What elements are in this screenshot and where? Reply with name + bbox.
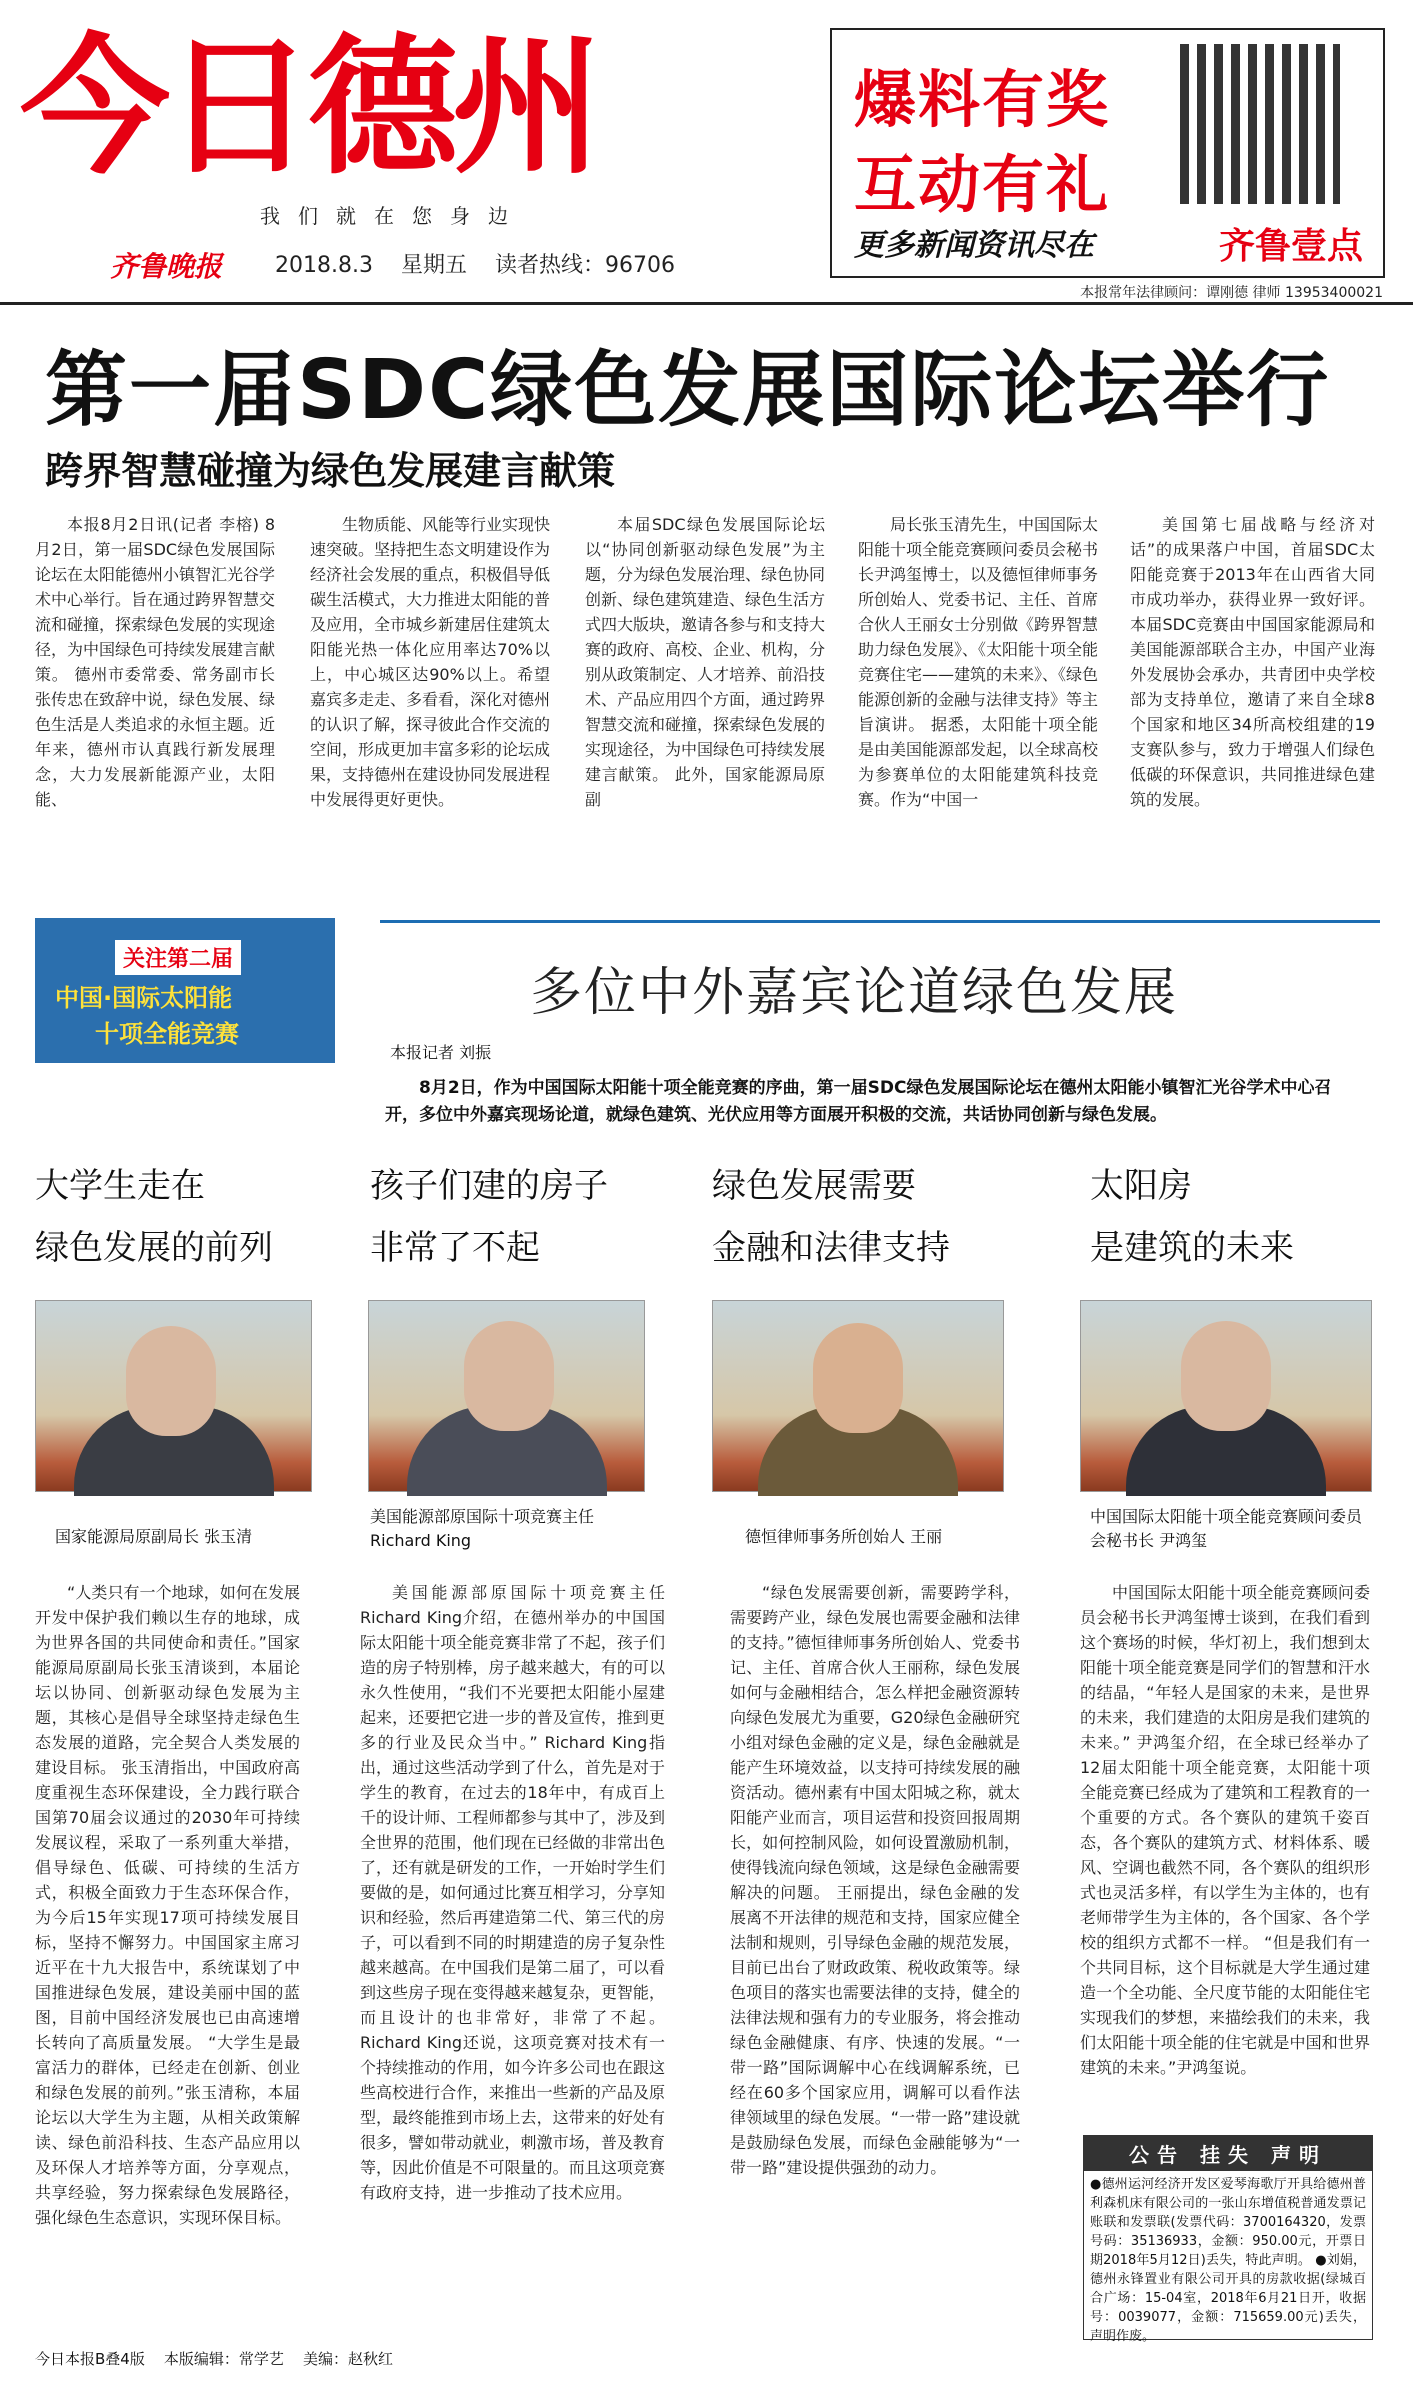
issue-weekday: 星期五 bbox=[400, 253, 467, 278]
section-divider bbox=[380, 920, 1380, 923]
section-2-subhead bbox=[370, 1155, 608, 1279]
reader-hotline: 读者热线：96706 bbox=[494, 253, 675, 278]
notice-body: ●德州运河经济开发区爱琴海歌厅开具给德州普利森机床有限公司的一张山东增值税普通发票记账联和发票联(发票代码：3700164320，发票号码：35136933，金额：950.00元，开票日期2018年5月12日)丢失，特此声明。 ●刘娟，德州永锋置业有限公司开具的房款收据(绿城百合广场：15-04室，2018年6月21日开，收据号：0039077，金额：715659.00元)丢失，声明作废。 bbox=[1090, 2177, 1366, 2344]
section-3-subhead-line-2: 金融和法律支持 bbox=[712, 1228, 950, 1268]
lead-column-2 bbox=[310, 512, 550, 892]
section-4-subhead-line-1: 太阳房 bbox=[1090, 1166, 1192, 1206]
photo-zhang-yuqing bbox=[35, 1300, 312, 1492]
photo-figure-face bbox=[1181, 1321, 1271, 1431]
section-1-subhead-line-1: 大学生走在 bbox=[35, 1166, 205, 1206]
promo-box bbox=[830, 28, 1385, 278]
photo-richard-king bbox=[368, 1300, 645, 1492]
masthead-logo: 今日德州 bbox=[20, 21, 597, 195]
lead-column-4 bbox=[858, 512, 1098, 892]
promo-line-3: 更多新闻资讯尽在 bbox=[854, 228, 1094, 263]
section-4-body bbox=[1080, 1580, 1370, 2125]
photo-wang-li bbox=[712, 1300, 1004, 1492]
issue-date: 2018.8.3 bbox=[275, 253, 373, 278]
section-1-subhead bbox=[35, 1155, 273, 1279]
section-1-caption: 国家能源局原副局长 张玉清 bbox=[55, 1527, 253, 1546]
legal-advisor: 本报常年法律顾问：谭刚德 律师 13953400021 bbox=[1080, 285, 1383, 301]
section-1-subhead-line-2: 绿色发展的前列 bbox=[35, 1228, 273, 1268]
feature-intro: 8月2日，作为中国国际太阳能十项全能竞赛的序曲，第一届SDC绿色发展国际论坛在德州太阳能小镇智汇光谷学术中心召开，多位中外嘉宾现场论道，就绿色建筑、光伏应用等方面展开积极的交流，共话协同创新与绿色发展。 bbox=[385, 1078, 1332, 1125]
section-4-subhead-line-2: 是建筑的未来 bbox=[1090, 1228, 1294, 1268]
section-3-body bbox=[730, 1580, 1020, 2340]
page-footer bbox=[35, 2348, 393, 2369]
photo-figure-face bbox=[813, 1323, 903, 1433]
promo-line-1: 爆料有奖 bbox=[854, 63, 1111, 136]
masthead-slogan: 我们就在您身边 bbox=[260, 204, 526, 228]
notice-box bbox=[1083, 2135, 1373, 2344]
section-2-subhead-line-1: 孩子们建的房子 bbox=[370, 1166, 608, 1206]
qr-code-icon[interactable] bbox=[1180, 44, 1340, 204]
section-2-text: 美国能源部原国际十项竞赛主任Richard King介绍，在德州举办的中国国际太阳能十项全能竞赛非常了不起，孩子们造的房子特别棒，房子越来越大，有的可以永久性使用，“我们不光要把太阳能小屋建起来，还要把它进一步的普及宣传，推到更多的行业及民众当中。” Richard King指出，通过这些活动学到了什么，首先是对于学生的教育，在过去的18年中，有成百上千的设计师、工程师都参与其中了，涉及到全世界的范围，他们现在已经做的非常出色了，还有就是研发的工作，一开始时学生们要做的是，如何通过比赛互相学习，分享知识和经验，然后再建造第二代、第三代的房子，可以看到不同的时期建造的房子复杂性越来越高。在中国我们是第二届了，可以看到这些房子现在变得越来越复杂，更智能，而且设计的也非常好，非常了不起。 Richard King还说，这项竞赛对技术有一个持续推动的作用，如今许多公司也在跟这些高校进行合作，来推出一些新的产品及原型，最终能推到市场上去，这带来的好处有很多，譬如带动就业，刺激市场，普及教育等，因此价值是不可限量的。而且这项竞赛有政府支持，进一步推动了技术应用。 bbox=[360, 1583, 665, 2202]
section-4-caption: 中国国际太阳能十项全能竞赛顾问委员会秘书长 尹鸿玺 bbox=[1090, 1507, 1363, 1550]
footer-editor: 本版编辑：常学艺 bbox=[163, 2350, 284, 2368]
badge-bottom-text: 十项全能竞赛 bbox=[95, 1020, 239, 1048]
section-3-caption: 德恒律师事务所创始人 王丽 bbox=[745, 1527, 943, 1546]
promo-line-2: 互动有礼 bbox=[854, 148, 1111, 221]
lead-column-2-text: 生物质能、风能等行业实现快速突破。坚持把生态文明建设作为经济社会发展的重点，积极倡导低碳生活模式，大力推进太阳能的普及应用，全市城乡新建居住建筑太阳能光热一体化应用率达70%以上，中心城区达90%以上。希望嘉宾多走走、多看看，深化对德州的认识了解，探寻彼此合作交流的空间，形成更加丰富多彩的论坛成果，支持德州在建设协同发展进程中发展得更好更快。 bbox=[310, 515, 550, 809]
section-2-subhead-line-2: 非常了不起 bbox=[370, 1228, 540, 1268]
photo-figure-face bbox=[126, 1326, 216, 1436]
section-3-subhead bbox=[712, 1155, 950, 1279]
notice-title: 公告 挂失 声明 bbox=[1084, 2136, 1372, 2171]
badge-top-text: 关注第二届 bbox=[115, 940, 241, 975]
footer-designer: 美编：赵秋红 bbox=[303, 2350, 394, 2368]
section-2-caption: 美国能源部原国际十项竞赛主任 Richard King bbox=[370, 1507, 595, 1550]
photo-yin-hongxi bbox=[1080, 1300, 1372, 1492]
lead-column-1-text: 本报8月2日讯(记者 李榕) 8月2日，第一届SDC绿色发展国际论坛在太阳能德州小镇智汇光谷学术中心举行。旨在通过跨界智慧交流和碰撞，探索绿色发展的实现途径，为中国绿色可持续发展建言献策。 德州市委常委、常务副市长张传忠在致辞中说，绿色发展、绿色生活是人类追求的永恒主题。近年来，德州市认真践行新发展理念，大力发展新能源产业，太阳能、 bbox=[35, 515, 275, 809]
paper-name: 齐鲁晚报 bbox=[110, 250, 223, 283]
masthead-divider bbox=[0, 302, 1413, 305]
dateline bbox=[275, 248, 675, 279]
lead-column-5 bbox=[1130, 512, 1375, 892]
section-4-text: 中国国际太阳能十项全能竞赛顾问委员会秘书长尹鸿玺博士谈到，在我们看到这个赛场的时候，华灯初上，我们想到太阳能十项全能竞赛是同学们的智慧和汗水的结晶，“年轻人是国家的未来，是世界的未来，我们建造的太阳房是我们建筑的未来。” 尹鸿玺介绍，在全球已经举办了12届太阳能十项全能竞赛，太阳能十项全能竞赛已经成为了建筑和工程教育的一个重要的方式。各个赛队的建筑千姿百态，各个赛队的建筑方式、材料体系、暖风、空调也截然不同，各个赛队的组织形式也灵活多样，有以学生为主体的，也有老师带学生为主体的，各个国家、各个学校的组织方式都不一样。 “但是我们有一个共同目标，这个目标就是大学生通过建造一个全功能、全尺度节能的太阳能住宅实现我们的梦想，来描绘我们的未来，我们太阳能十项全能的住宅就是中国和世界建筑的未来。”尹鸿玺说。 bbox=[1080, 1583, 1370, 2077]
section-1-text: “人类只有一个地球，如何在发展开发中保护我们赖以生存的地球，成为世界各国的共同使命和责任。”国家能源局原副局长张玉清谈到，本届论坛以协同、创新驱动绿色发展为主题，其核心是倡导全球坚持走绿色生态发展的道路，完全契合人类发展的建设目标。 张玉清指出，中国政府高度重视生态环保建设，全力践行联合国第70届会议通过的2030年可持续发展议程，采取了一系列重大举措，倡导绿色、低碳、可持续的生活方式，积极全面致力于生态环保合作，为今后15年实现17项可持续发展目标，坚持不懈努力。中国国家主席习近平在十九大报告中，系统谋划了中国推进绿色发展，建设美丽中国的蓝图，目前中国经济发展也已由高速增长转向了高质量发展。 “大学生是最富活力的群体，已经走在创新、创业和绿色发展的前列。”张玉清称，本届论坛以大学生为主题，从相关政策解读、绿色前沿科技、生态产品应用以及环保人才培养等方面，分享观点，共享经验，努力探索绿色发展路径，强化绿色生态意识，实现环保目标。 bbox=[35, 1583, 300, 2227]
footer-edition: 今日本报B叠4版 bbox=[35, 2350, 145, 2368]
lead-column-3 bbox=[585, 512, 825, 892]
section-2-body bbox=[360, 1580, 665, 2320]
badge-mid-text: 中国·国际太阳能 bbox=[55, 984, 233, 1012]
section-3-subhead-line-1: 绿色发展需要 bbox=[712, 1166, 916, 1206]
feature-headline: 多位中外嘉宾论道绿色发展 bbox=[530, 963, 1179, 1023]
feature-byline: 本报记者 刘振 bbox=[390, 1043, 492, 1062]
section-3-text: “绿色发展需要创新，需要跨学科，需要跨产业，绿色发展也需要金融和法律的支持。”德恒律师事务所创始人、党委书记、主任、首席合伙人王丽称，绿色发展如何与金融相结合，怎么样把金融资源转向绿色发展尤为重要，G20绿色金融研究小组对绿色金融的定义是，绿色金融就是能产生环境效益，以支持可持续发展的融资活动。德州素有中国太阳城之称，就太阳能产业而言，项目运营和投资回报周期长，如何控制风险，如何设置激励机制，使得钱流向绿色领域，这是绿色金融需要解决的问题。 王丽提出，绿色金融的发展离不开法律的规范和支持，国家应健全法制和规则，引导绿色金融的规范发展，目前已出台了财政政策、税收政策等。绿色项目的落实也需要法律的支持，健全的法律法规和强有力的专业服务，将会推动绿色金融健康、有序、快速的发展。“一带一路”国际调解中心在线调解系统，已经在60多个国家应用，调解可以看作法律领域里的绿色发展。“一带一路”建设就是鼓励绿色发展，而绿色金融能够为“一带一路”建设提供强劲的动力。 bbox=[730, 1583, 1020, 2177]
section-1-body bbox=[35, 1580, 300, 2320]
lead-column-3-text: 本届SDC绿色发展国际论坛以“协同创新驱动绿色发展”为主题，分为绿色发展治理、绿色协同创新、绿色建筑建造、绿色生活方式四大版块，邀请各参与和支持大赛的政府、高校、企业、机构，分别从政策制定、人才培养、前沿技术、产品应用四个方面，通过跨界智慧交流和碰撞，探索绿色发展的实现途径，为中国绿色可持续发展建言献策。 此外，国家能源局原副 bbox=[585, 515, 825, 809]
lead-headline: 第一届SDC绿色发展国际论坛举行 bbox=[45, 343, 1331, 438]
lead-column-5-text: 美国第七届战略与经济对话”的成果落户中国，首届SDC太阳能竞赛于2013年在山西省大同市成功举办，获得业界一致好评。本届SDC竞赛由中国国家能源局和美国能源部联合主办，中国产业海外发展协会承办，共青团中央学校部为支持单位，邀请了来自全球8个国家和地区34所高校组建的19支赛队参与，致力于增强人们绿色低碳的环保意识，共同推进绿色建筑的发展。 bbox=[1130, 515, 1375, 809]
lead-column-1 bbox=[35, 512, 275, 892]
section-4-subhead bbox=[1090, 1155, 1294, 1279]
lead-subheadline: 跨界智慧碰撞为绿色发展建言献策 bbox=[45, 449, 616, 493]
topic-badge bbox=[35, 918, 335, 1063]
lead-column-4-text: 局长张玉清先生，中国国际太阳能十项全能竞赛顾问委员会秘书长尹鸿玺博士，以及德恒律师事务所创始人、党委书记、主任、首席合伙人王丽女士分别做《跨界智慧助力绿色发展》、《太阳能十项全能竞赛住宅——建筑的未来》、《绿色能源创新的金融与法律支持》等主旨演讲。 据悉，太阳能十项全能是由美国能源部发起，以全球高校为参赛单位的太阳能建筑科技竞赛。作为“中国一 bbox=[858, 515, 1098, 809]
photo-figure-face bbox=[464, 1321, 554, 1431]
promo-brand: 齐鲁壹点 bbox=[1218, 226, 1363, 267]
